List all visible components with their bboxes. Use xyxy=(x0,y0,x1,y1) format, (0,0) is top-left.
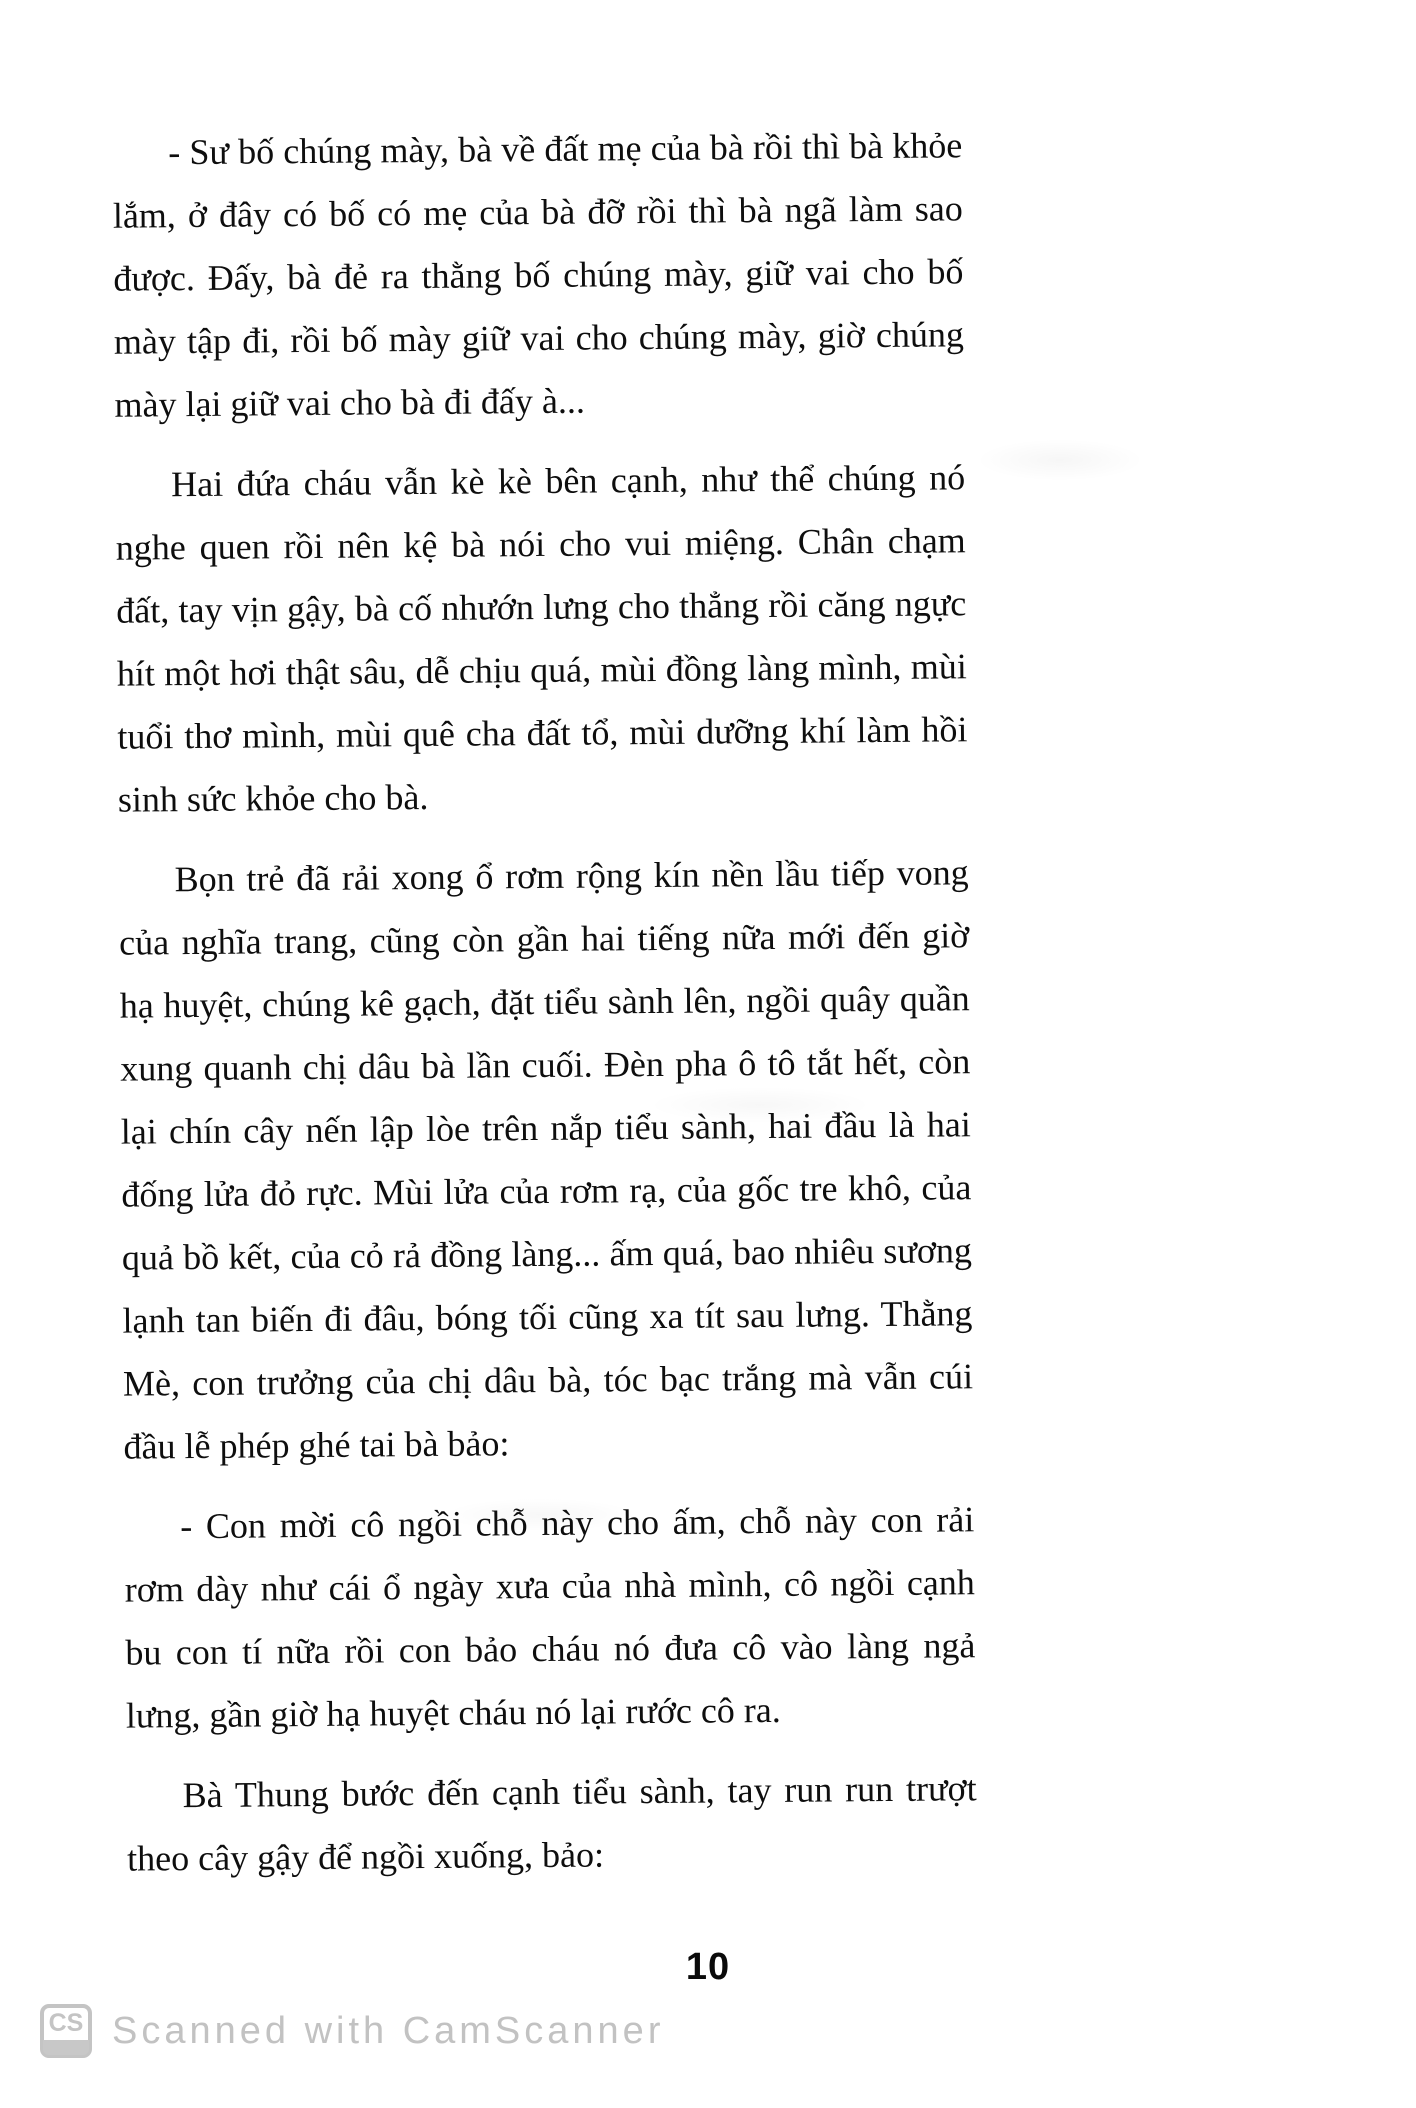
camscanner-logo-bar xyxy=(43,2040,89,2055)
camscanner-logo-text: CS xyxy=(48,2009,84,2037)
text-block xyxy=(112,114,978,1907)
paragraph: Hai đứa cháu vẫn kè kè bên cạnh, như thể chúng nó nghe quen rồi nên kệ bà nói cho vui miệng. Chân chạm đất, tay vịn gậy, bà cố nhướn lưng cho thẳng rồi căng ngực hít một hơi thật sâu, dễ chịu quá, mùi đồng làng mình, mùi tuổi thơ mình, mùi quê cha đất tổ, mùi dưỡng khí làm hồi sinh sức khỏe cho bà. xyxy=(115,457,968,820)
paragraph: - Con mời cô ngồi chỗ này cho ấm, chỗ này con rải rơm dày như cái ổ ngày xưa của nhà mình, cô ngồi cạnh bu con tí nữa rồi con bảo cháu nó đưa cô vào làng ngả lưng, gần giờ hạ huyệt cháu nó lại rước cô ra. xyxy=(124,1499,976,1736)
paragraph: Bà Thung bước đến cạnh tiểu sành, tay run run trượt theo cây gậy để ngồi xuống, bảo: xyxy=(126,1768,977,1879)
watermark-label: Scanned with CamScanner xyxy=(112,2009,665,2052)
camscanner-watermark xyxy=(40,2004,664,2058)
paragraph: - Sư bố chúng mày, bà về đất mẹ của bà rồi thì bà khỏe lắm, ở đây có bố có mẹ của bà đỡ rồi thì bà ngã làm sao được. Đấy, bà đẻ ra thằng bố chúng mày, giữ vai cho bố mày tập đi, rồi bố mày giữ vai cho chúng mày, giờ chúng mày lại giữ vai cho bà đi đấy à... xyxy=(112,125,965,425)
paragraph: Bọn trẻ đã rải xong ổ rơm rộng kín nền lầu tiếp vong của nghĩa trang, cũng còn gần hai tiếng nữa mới đến giờ hạ huyệt, chúng kê gạch, đặt tiểu sành lên, ngồi quây quần xung quanh chị dâu bà lần cuối. Đèn pha ô tô tắt hết, còn lại chín cây nến lập lòe trên nắp tiểu sành, hai đầu là hai đống lửa đỏ rực. Mùi lửa của rơm rạ, của gốc tre khô, của quả bồ kết, của cỏ rả đồng làng... ấm quá, bao nhiêu sương lạnh tan biến đi đâu, bóng tối cũng xa tít sau lưng. Thằng Mè, con trưởng của chị dâu bà, tóc bạc trắng mà vẫn cúi đầu lễ phép ghé tai bà bảo: xyxy=(119,852,974,1467)
camscanner-logo-icon xyxy=(40,2004,92,2058)
page-number: 10 xyxy=(685,1946,731,1988)
